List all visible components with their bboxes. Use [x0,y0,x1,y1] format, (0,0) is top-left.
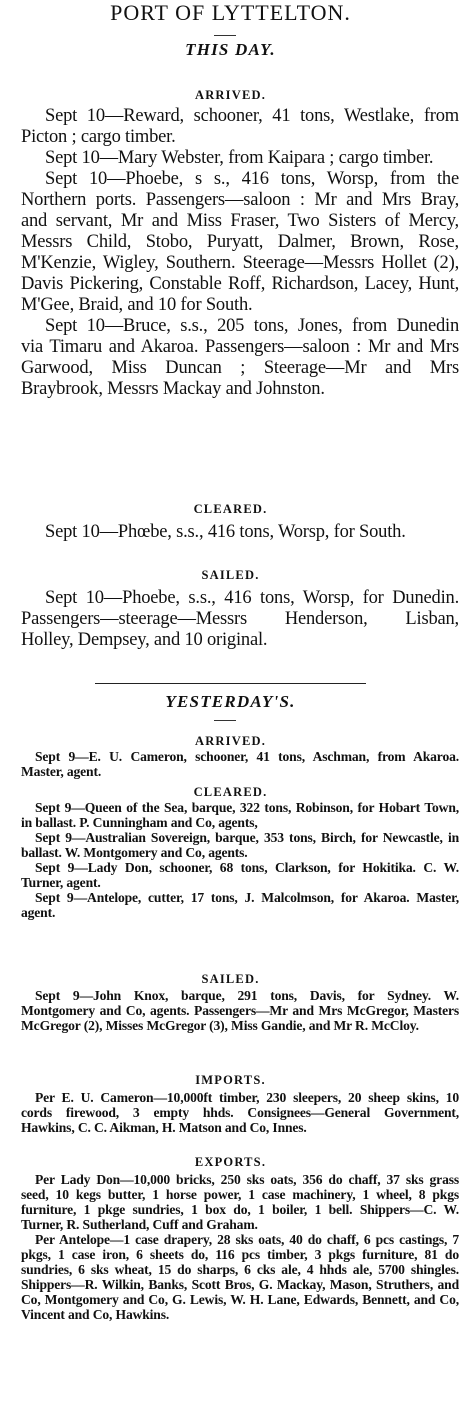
text-line: in ballast. P. Cunningham and Co, agents, [21,815,258,830]
text-line: Sept 10—Phœbe, s.s., 416 tons, Worsp, for South. [45,522,406,542]
text-line: McGregor (2), Misses McGregor (3), Miss Gandie, and Mr R. McCloy. [21,1018,419,1033]
text-line: Vincent and Co, Hawkins. [21,1307,170,1322]
text-line: Sept 10—Bruce, s.s., 205 tons, Jones, from Dunedin [45,316,459,336]
text-line: Turner, R. Sutherland, Cuff and Graham. [21,1217,258,1232]
text-line: Co, Montgomery and Co, G. Lewis, W. H. Lane, Edwards, Bennett, and Co, [21,1292,459,1307]
this-day-cleared-section [21,522,459,543]
text-line: Sept 10—Phoebe, s.s., 416 tons, Worsp, for Dunedin. [45,588,459,608]
text-line: sundries, 6 sks wheat, 15 do sharps, 6 cks ale, 4 hhds ale, 5700 shingles. [21,1262,459,1277]
text-line: and servant, Mr and Miss Fraser, Two Sisters of Mercy, [21,211,459,231]
text-line: Sept 9—Antelope, cutter, 17 tons, J. Malcolmson, for Akaroa. Master, [35,890,459,905]
text-line: pkgs, 1 case iron, 6 sheets do, 116 pcs timber, 3 pkgs furniture, 81 do [21,1247,459,1262]
this-day-heading: THIS DAY. [185,40,276,59]
text-line: Messrs Child, Stobo, Puryatt, Dalmer, Brown, Rose, [21,232,459,252]
text-line: Sept 10—Phoebe, s s., 416 tons, Worsp, from the [45,169,459,189]
yesterday-heading: YESTERDAY'S. [165,692,296,711]
text-line: Per Lady Don—10,000 bricks, 250 sks oats, 356 do chaff, 37 sks grass [35,1172,459,1187]
yesterday-sailed-section [21,988,459,1033]
text-line: Picton ; cargo timber. [21,127,176,147]
title-divider [214,35,236,36]
yesterday-divider [214,720,236,721]
text-line: via Timaru and Akaroa. Passengers—saloon : Mr and Mrs [21,337,459,357]
text-line: Sept 9—Queen of the Sea, barque, 322 tons, Robinson, for Hobart Town, [35,800,459,815]
text-line: Shippers—R. Wilkin, Banks, Scott Bros, G. Mackay, Mason, Struthers, and [21,1277,459,1292]
yesterday-imports-section [21,1090,459,1135]
yesterday-sailed-heading: SAILED. [201,972,260,986]
text-line: Sept 9—Australian Sovereign, barque, 353 tons, Birch, for Newcastle, in [35,830,459,845]
text-line: Northern ports. Passengers—saloon : Mr and Mrs Bray, [21,190,459,210]
section-divider [95,683,366,684]
text-line: Master, agent. [21,764,102,779]
text-line: Sept 10—Reward, schooner, 41 tons, Westlake, from [45,106,459,126]
text-line: Montgomery and Co, agents. Passengers—Mr and Mrs McGregor, Masters [21,1003,459,1018]
text-line: Sept 9—Lady Don, schooner, 68 tons, Clarkson, for Hokitika. C. W. [35,860,459,875]
yesterday-cleared-section [21,800,459,920]
this-day-arrived-heading: ARRIVED. [194,88,267,102]
yesterday-arrived-section [21,749,459,779]
text-line: Per Antelope—1 case drapery, 28 sks oats, 40 do chaff, 6 pcs castings, 7 [35,1232,459,1247]
yesterday-arrived-heading: ARRIVED. [194,734,267,748]
text-line: Passengers—steerage—Messrs Henderson, Lisban, [21,609,459,629]
page-title: PORT OF LYTTELTON. [110,0,351,25]
text-line: M'Gee, Braid, and 10 for South. [21,295,253,315]
text-line: furniture, 1 pkge sundries, 1 box do, 1 boiler, 1 bell. Shippers—C. W. [21,1202,459,1217]
text-line: Sept 9—John Knox, barque, 291 tons, Davis, for Sydney. W. [35,988,459,1003]
text-line: Sept 10—Mary Webster, from Kaipara ; cargo timber. [45,148,434,168]
text-line: cords firewood, 3 empty hhds. Consignees—General Government, [21,1105,459,1120]
yesterday-exports-section [21,1172,459,1322]
yesterday-cleared-heading: CLEARED. [193,785,268,799]
this-day-arrived-section [21,106,459,400]
this-day-sailed-heading: SAILED. [201,568,260,582]
text-line: Garwood, Miss Duncan ; Steerage—Mr and Mrs [21,358,459,378]
text-line: Per E. U. Cameron—10,000ft timber, 230 sleepers, 20 sheep skins, 10 [35,1090,459,1105]
text-line: agent. [21,905,56,920]
text-line: Braybrook, Messrs Mackay and Johnston. [21,379,325,399]
this-day-cleared-heading: CLEARED. [193,502,268,516]
text-line: seed, 10 kegs butter, 1 horse power, 1 case machinery, 1 wheel, 8 pkgs [21,1187,459,1202]
text-line: Hawkins, C. C. Aikman, H. Matson and Co, Innes. [21,1120,307,1135]
text-line: Davis Pickering, Constable Roff, Richardson, Lacey, Hunt, [21,274,459,294]
yesterday-imports-heading: IMPORTS. [195,1073,266,1087]
text-line: M'Kenzie, Wigley, Southern. Steerage—Messrs Hollet (2), [21,253,459,273]
text-line: Turner, agent. [21,875,101,890]
text-line: Sept 9—E. U. Cameron, schooner, 41 tons, Aschman, from Akaroa. [35,749,459,764]
text-line: ballast. W. Montgomery and Co, agents. [21,845,248,860]
yesterday-exports-heading: EXPORTS. [194,1155,267,1169]
this-day-sailed-section [21,588,459,651]
text-line: Holley, Dempsey, and 10 original. [21,630,268,650]
